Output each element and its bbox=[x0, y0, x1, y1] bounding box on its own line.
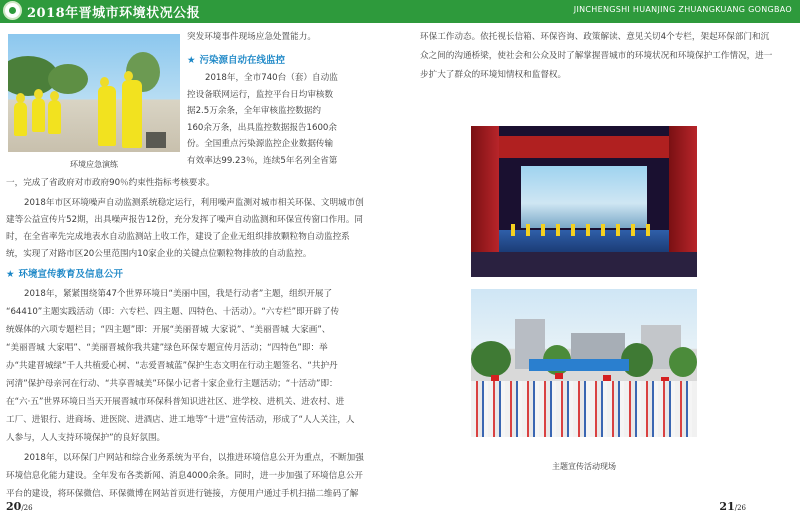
stage-performance-photo bbox=[471, 126, 697, 277]
environment-logo-icon bbox=[3, 1, 22, 20]
page-header bbox=[0, 0, 800, 21]
section-title-pollution-monitoring: ★ 污染源自动在线监控 bbox=[187, 55, 286, 66]
star-bullet-icon: ★ bbox=[6, 269, 15, 280]
star-bullet-icon: ★ bbox=[187, 55, 196, 66]
page-number-left: 20/26 bbox=[6, 500, 33, 513]
report-title: 2018年晋城市环境状况公报 bbox=[27, 6, 201, 21]
emergency-drill-photo bbox=[8, 34, 180, 152]
photo-caption-emergency-drill: 环境应急演练 bbox=[70, 160, 118, 169]
intro-text: 突发环境事件现场应急处置能力。 bbox=[187, 32, 316, 42]
section-title-publicity-education: ★ 环境宣传教育及信息公开 bbox=[6, 269, 124, 280]
header-underline bbox=[0, 21, 800, 23]
photo-caption-publicity-event: 主题宣传活动现场 bbox=[552, 462, 616, 471]
page-number-right: 21/26 bbox=[719, 500, 746, 513]
report-title-english: JINCHENGSHI HUANJING ZHUANGKUANG GONGBAO bbox=[573, 5, 792, 14]
outdoor-rally-photo bbox=[471, 289, 697, 437]
